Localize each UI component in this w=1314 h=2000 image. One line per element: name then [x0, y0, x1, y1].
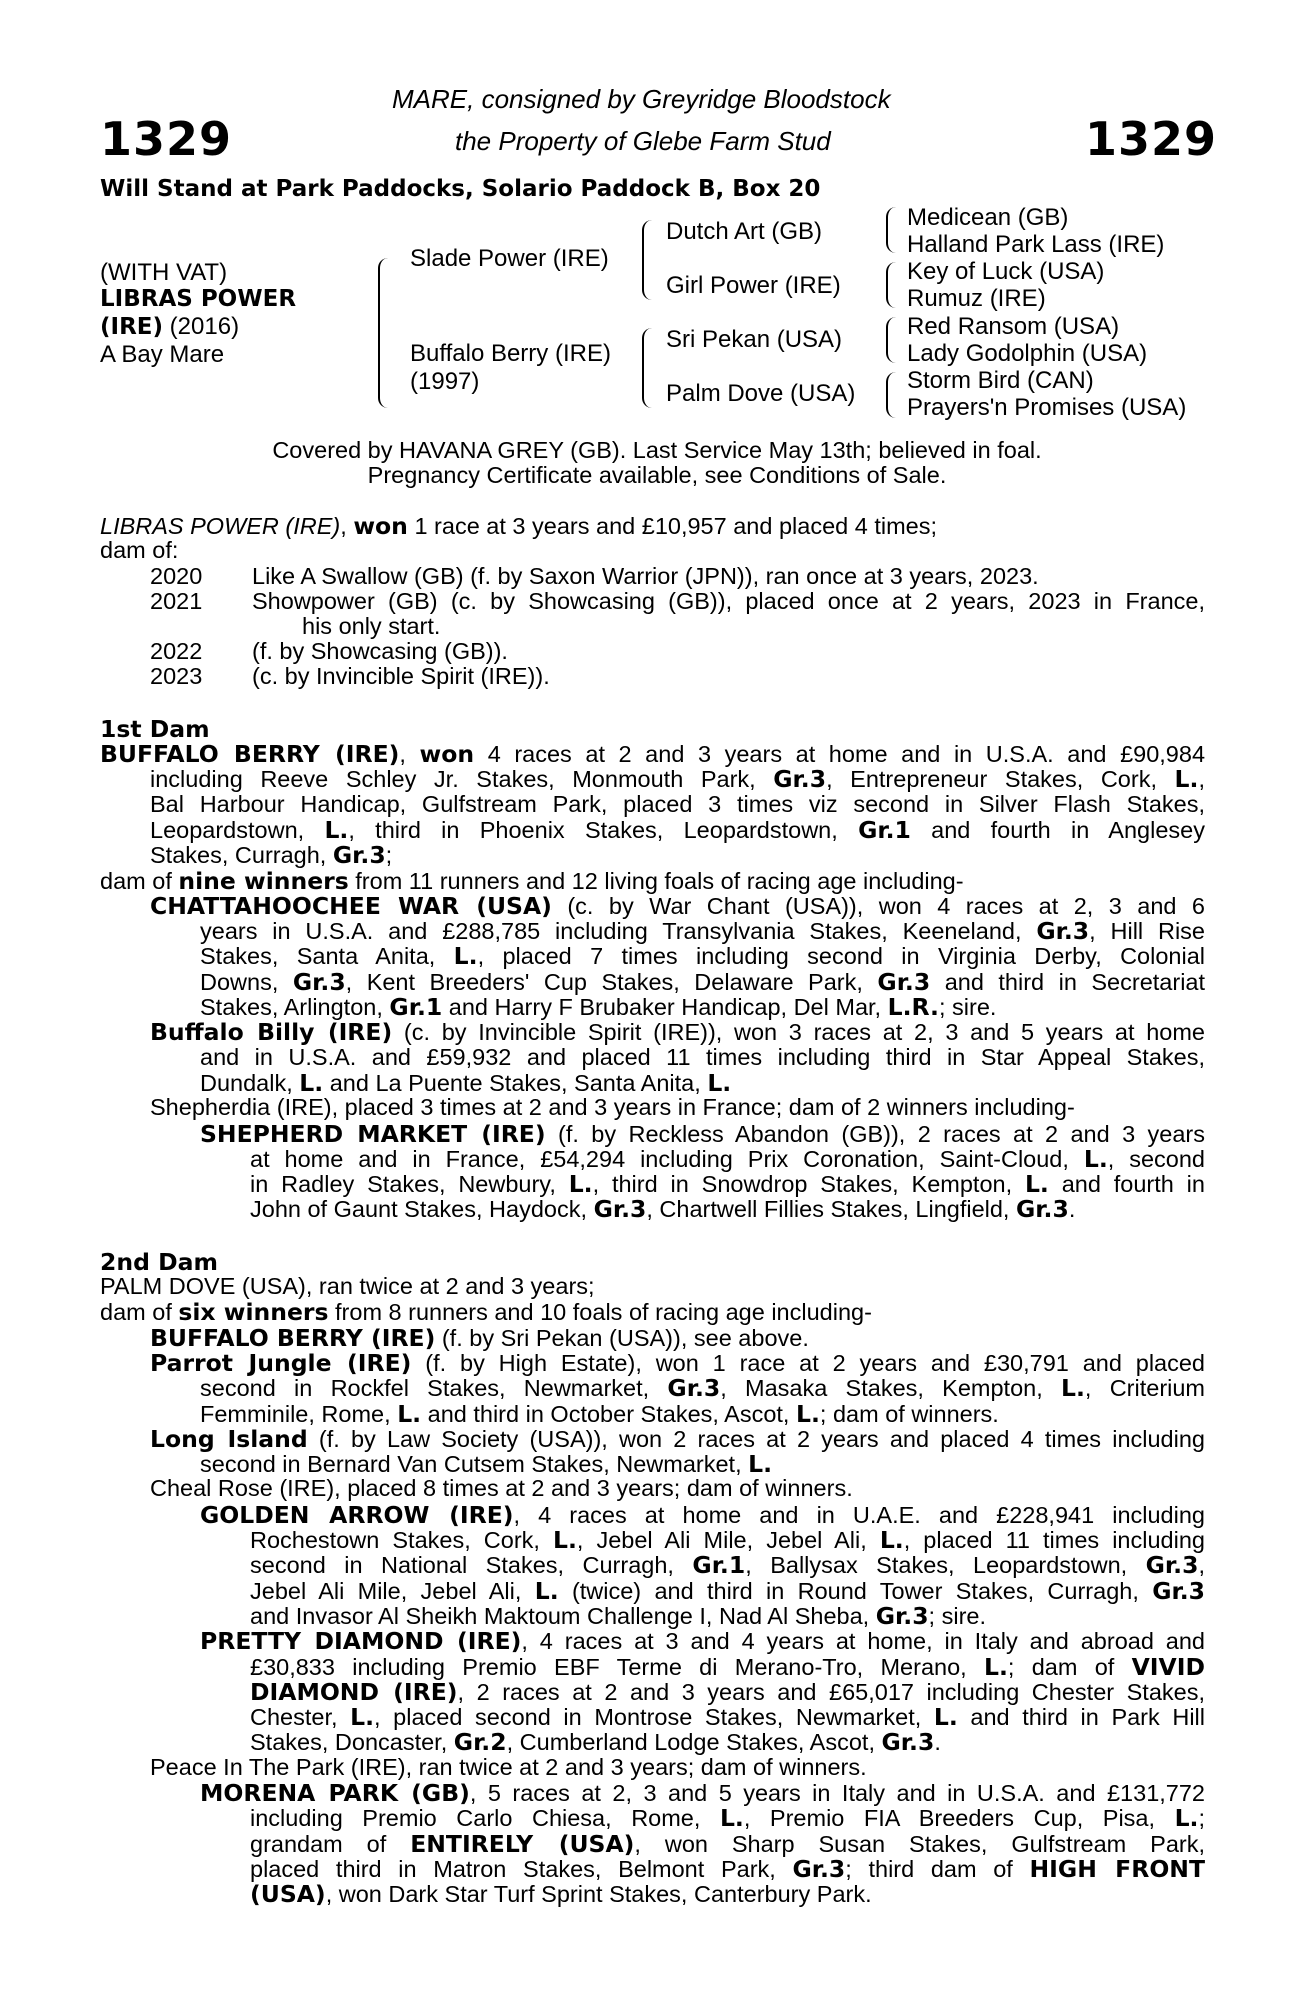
pedigree-text-line: Peace In The Park (IRE), ran twice at 2 and 3 years; dam of winners. — [150, 1753, 867, 1780]
pedigree-text-line: Femminile, Rome, L. and third in October Stakes, Ascot, L.; dam of winners. — [200, 1399, 999, 1428]
pedigree-text-line: MORENA PARK (GB), 5 races at 2, 3 and 5 years in Italy and in U.S.A. and £131,772 — [200, 1779, 1206, 1807]
pedigree-dss: Red Ransom (USA) — [907, 313, 1120, 340]
record-horse-name: LIBRAS POWER (IRE) — [100, 513, 341, 539]
pedigree-text-line: GOLDEN ARROW (IRE), 4 races at home and in U.A.E. and £228,941 including — [200, 1500, 1205, 1529]
pedigree-text-line: Stakes, Arlington, Gr.1 and Harry F Brubaker Handicap, Del Mar, L.R.; sire. — [200, 993, 997, 1021]
pedigree-text-line: BUFFALO BERRY (IRE), won 4 races at 2 and 3 years at home and in U.S.A. and £90,984 — [100, 740, 1206, 768]
pedigree-text-line: second in Bernard Van Cutsem Stakes, Newmarket, L. — [200, 1450, 773, 1479]
consignment-line-1: MARE, consigned by Greyridge Bloodstock — [392, 84, 891, 114]
produce-text: Like A Swallow (GB) (f. by Saxon Warrior (JPN)), ran once at 3 years, 2023. — [252, 563, 1039, 589]
pedigree-dam-sire: Sri Pekan (USA) — [666, 326, 843, 353]
pedigree-text-line: Leopardstown, L., third in Phoenix Stakes, Leopardstown, Gr.1 and fourth in Anglesey — [150, 815, 1205, 844]
pedigree-dam-year: (1997) — [410, 368, 480, 395]
pedigree-text-line: (USA), won Dark Star Turf Sprint Stakes, Canterbury Park. — [250, 1880, 872, 1909]
pedigree-sss: Medicean (GB) — [907, 204, 1069, 231]
pedigree-brace-dd — [886, 372, 902, 418]
record-dam-of: dam of: — [100, 537, 179, 563]
pedigree-text-line: DIAMOND (IRE), 2 races at 2 and 3 years and £65,017 including Chester Stakes, — [250, 1677, 1206, 1706]
pedigree-text-line: Rochestown Stakes, Cork, L., Jebel Ali Mile, Jebel Ali, L., placed 11 times including — [250, 1526, 1205, 1554]
record-won: won — [353, 512, 408, 540]
pedigree-text-line: placed third in Matron Stakes, Belmont Park, Gr.3; third dam of HIGH FRONT — [250, 1854, 1206, 1883]
produce-text-cont: his only start. — [302, 613, 441, 639]
consignment-line-2: the Property of Glebe Farm Stud — [455, 126, 831, 156]
produce-year: 2021 — [150, 588, 203, 614]
pedigree-text-line: John of Gaunt Stakes, Haydock, Gr.3, Chartwell Fillies Stakes, Lingfield, Gr.3. — [250, 1195, 1076, 1224]
horse-year: (2016) — [163, 313, 240, 340]
lot-number-right: 1329 — [1085, 112, 1218, 166]
horse-name-year — [100, 313, 239, 341]
pedigree-text-line: and in U.S.A. and £59,932 and placed 11 times including third in Star Appeal Stakes, — [200, 1043, 1205, 1070]
pedigree-dam: Buffalo Berry (IRE) — [410, 340, 611, 367]
record-summary: LIBRAS POWER (IRE), won 1 race at 3 years and £10,957 and placed 4 times; — [100, 512, 938, 540]
pedigree-brace-sire — [642, 220, 658, 300]
produce-year: 2022 — [150, 638, 203, 664]
produce-year: 2023 — [150, 663, 203, 689]
pedigree-text-line: PALM DOVE (USA), ran twice at 2 and 3 years; — [100, 1273, 595, 1299]
pedigree-text-line: SHEPHERD MARKET (IRE) (f. by Reckless Abandon (GB)), 2 races at 2 and 3 years — [200, 1119, 1205, 1148]
pedigree-text-line: CHATTAHOOCHEE WAR (USA) (c. by War Chant (USA)), won 4 races at 2, 3 and 6 — [150, 891, 1205, 920]
horse-country: (IRE) — [100, 314, 164, 340]
pedigree-brace-main — [378, 258, 394, 408]
horse-description: A Bay Mare — [100, 341, 225, 368]
pedigree-text-line: Shepherdia (IRE), placed 3 times at 2 and 3 years in France; dam of 2 winners including- — [150, 1094, 1075, 1121]
produce-year: 2020 — [150, 563, 203, 589]
lot-number-left: 1329 — [100, 112, 233, 166]
covered-line-2: Pregnancy Certificate available, see Conditions of Sale. — [367, 462, 947, 488]
second-dam-heading: 2nd Dam — [100, 1248, 218, 1276]
pedigree-text-line: at home and in France, £54,294 including Prix Coronation, Saint-Cloud, L., second — [250, 1144, 1205, 1173]
vat-note: (WITH VAT) — [100, 259, 228, 286]
pedigree-text-line: Bal Harbour Handicap, Gulfstream Park, placed 3 times viz second in Silver Flash Stakes, — [150, 790, 1205, 817]
covered-line-1: Covered by HAVANA GREY (GB). Last Service May 13th; believed in foal. — [272, 437, 1042, 463]
pedigree-text-line: Long Island (f. by Law Society (USA)), won 2 races at 2 years and placed 4 times including — [150, 1424, 1205, 1453]
pedigree-dds: Storm Bird (CAN) — [907, 367, 1094, 394]
pedigree-text-line: Stakes, Doncaster, Gr.2, Cumberland Lodge Stakes, Ascot, Gr.3. — [250, 1728, 941, 1757]
pedigree-dsd: Lady Godolphin (USA) — [907, 340, 1148, 367]
pedigree-text-line: Dundalk, L. and La Puente Stakes, Santa Anita, L. — [200, 1068, 732, 1097]
pedigree-text-line: in Radley Stakes, Newbury, L., third in Snowdrop Stakes, Kempton, L. and fourth in — [250, 1170, 1205, 1199]
pedigree-text-line: £30,833 including Premio EBF Terme di Merano-Tro, Merano, L.; dam of VIVID — [250, 1652, 1205, 1681]
horse-name: LIBRAS POWER — [100, 286, 297, 312]
pedigree-sire: Slade Power (IRE) — [410, 245, 609, 272]
produce-text: (c. by Invincible Spirit (IRE)). — [252, 663, 550, 689]
pedigree-text-line: grandam of ENTIRELY (USA), won Sharp Susan Stakes, Gulfstream Park, — [250, 1829, 1206, 1858]
pedigree-text-line: dam of six winners from 8 runners and 10 foals of racing age including- — [100, 1298, 872, 1327]
pedigree-text-line: Downs, Gr.3, Kent Breeders' Cup Stakes, Delaware Park, Gr.3 and third in Secretariat — [200, 967, 1206, 996]
pedigree-text-line: second in National Stakes, Curragh, Gr.1, Ballysax Stakes, Leopardstown, Gr.3, — [250, 1551, 1205, 1580]
pedigree-text-line: Chester, L., placed second in Montrose Stakes, Newmarket, L. and third in Park Hill — [250, 1703, 1206, 1732]
pedigree-text-line: and Invasor Al Sheikh Maktoum Challenge I, Nad Al Sheba, Gr.3; sire. — [250, 1601, 987, 1630]
pedigree-ssd: Halland Park Lass (IRE) — [907, 231, 1165, 258]
pedigree-text-line: Stakes, Santa Anita, L., placed 7 times including second in Virginia Derby, Colonial — [200, 942, 1205, 971]
pedigree-text-line: including Reeve Schley Jr. Stakes, Monmouth Park, Gr.3, Entrepreneur Stakes, Cork, L., — [150, 765, 1205, 794]
pedigree-text-line: Jebel Ali Mile, Jebel Ali, L. (twice) and third in Round Tower Stakes, Curragh, Gr.3 — [250, 1576, 1205, 1605]
pedigree-text-line: PRETTY DIAMOND (IRE), 4 races at 3 and 4 years at home, in Italy and abroad and — [200, 1627, 1205, 1656]
pedigree-text-line: second in Rockfel Stakes, Newmarket, Gr.3, Masaka Stakes, Kempton, L., Criterium — [200, 1374, 1206, 1403]
pedigree-text-line: Parrot Jungle (IRE) (f. by High Estate), won 1 race at 2 years and £30,791 and placed — [150, 1348, 1206, 1377]
first-dam-heading: 1st Dam — [100, 715, 210, 743]
pedigree-text-line: Cheal Rose (IRE), placed 8 times at 2 and 3 years; dam of winners. — [150, 1475, 853, 1502]
pedigree-brace-sd — [886, 262, 902, 308]
pedigree-text-line: years in U.S.A. and £288,785 including Transylvania Stakes, Keeneland, Gr.3, Hill Rise — [200, 917, 1205, 946]
record-rest: 1 race at 3 years and £10,957 and placed 4 times; — [407, 513, 938, 539]
pedigree-sdd: Rumuz (IRE) — [907, 285, 1046, 312]
pedigree-sire-sire: Dutch Art (GB) — [666, 218, 823, 245]
produce-text: (f. by Showcasing (GB)). — [252, 638, 508, 664]
pedigree-text-line: BUFFALO BERRY (IRE) (f. by Sri Pekan (USA)), see above. — [150, 1323, 809, 1352]
pedigree-text-line: Stakes, Curragh, Gr.3; — [150, 841, 393, 870]
pedigree-sds: Key of Luck (USA) — [907, 258, 1105, 285]
pedigree-text-line: dam of nine winners from 11 runners and 12 living foals of racing age including- — [100, 866, 964, 895]
produce-text: Showpower (GB) (c. by Showcasing (GB)), placed once at 2 years, 2023 in France, — [252, 588, 1205, 614]
pedigree-brace-dam — [642, 328, 658, 408]
pedigree-text-line: including Premio Carlo Chiesa, Rome, L., Premio FIA Breeders Cup, Pisa, L.; — [250, 1804, 1205, 1833]
pedigree-ddd: Prayers'n Promises (USA) — [907, 394, 1187, 421]
pedigree-brace-ss — [886, 207, 902, 253]
pedigree-text-line: Buffalo Billy (IRE) (c. by Invincible Spirit (IRE)), won 3 races at 2, 3 and 5 years at home — [150, 1018, 1205, 1047]
pedigree-sire-dam: Girl Power (IRE) — [666, 272, 841, 299]
pedigree-dam-dam: Palm Dove (USA) — [666, 380, 856, 407]
stand-location: Will Stand at Park Paddocks, Solario Paddock B, Box 20 — [100, 176, 821, 202]
pedigree-brace-ds — [886, 317, 902, 363]
